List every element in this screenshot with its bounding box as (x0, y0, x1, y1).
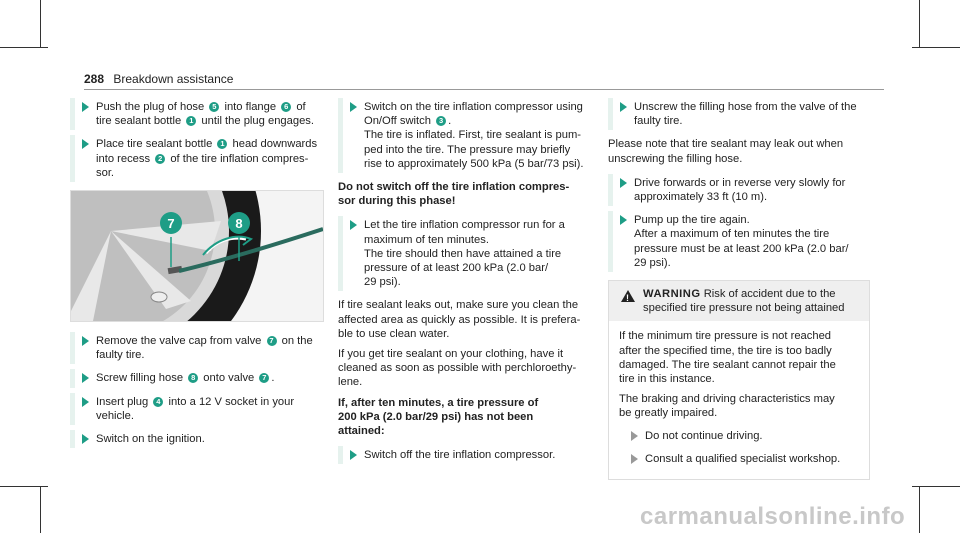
step-arrow-icon (82, 336, 89, 346)
section-title: Breakdown assistance (113, 72, 234, 86)
step-arrow-icon (620, 102, 627, 112)
callout-badge: 1 (186, 116, 196, 126)
step-arrow-icon (620, 215, 627, 225)
crop-mark (40, 486, 41, 533)
warning-body: If the minimum tire pressure is not reached after the specified time, the tire is too badly damaged. The tire sealant cannot repair the tire in this instance. The braking and driving characteristics may be greatly impaired. Do not continue driving. Consult a qualified specialist workshop. (609, 321, 869, 479)
tire-valve-illustration (70, 190, 324, 322)
warning-triangle-icon (621, 290, 635, 302)
callout-badge: 7 (267, 336, 277, 346)
warning-header: ! WARNING Risk of accident due to the specified tire pressure not being attained (609, 281, 869, 321)
warning-box (608, 280, 870, 480)
step-push-plug: Push the plug of hose 5 into flange 6 of tire sealant bottle 1 until the plug engages. (70, 100, 325, 128)
step-screw-hose: Screw filling hose 8 onto valve 7 . (70, 371, 325, 385)
step-ignition: Switch on the ignition. (70, 432, 325, 446)
step-arrow-icon (82, 373, 89, 383)
page-header (84, 72, 233, 86)
paragraph-clothing: If you get tire sealant on your clothing, have it cleaned as soon as possible with perchloroethy- lene. (338, 348, 577, 389)
step-switch-off-compressor: Switch off the tire inflation compressor. (338, 448, 596, 462)
callout-badge: 1 (217, 139, 227, 149)
step-arrow-icon (82, 397, 89, 407)
crop-mark (0, 486, 48, 487)
column-right (608, 100, 870, 480)
step-arrow-icon (350, 102, 357, 112)
step-drive: Drive forwards or in reverse very slowly for approximately 33 ft (10 m). (608, 176, 870, 204)
step-arrow-icon (82, 102, 89, 112)
page-number: 288 (84, 72, 105, 86)
figure-label-7: 7 (167, 216, 175, 232)
condition-heading: If, after ten minutes, a tire pressure of 200 kPa (2.0 bar/29 psi) has not been attained: (338, 396, 539, 438)
column-left (70, 100, 325, 455)
step-remove-cap: Remove the valve cap from valve 7 on the faulty tire. (70, 334, 325, 362)
crop-mark (40, 0, 41, 48)
warning-label: WARNING (643, 288, 701, 301)
column-middle (338, 100, 596, 471)
step-arrow-icon (350, 450, 357, 460)
step-switch-on-compressor: Switch on the tire inflation compressor using On/Off switch 3 . The tire is inflated. First, tire sealant is pum- ped into the tire. The pressure may briefly rise to approximately 500 kPa (5 bar/73 psi). (338, 100, 596, 171)
step-arrow-icon (350, 220, 357, 230)
paragraph-note: Please note that tire sealant may leak out when unscrewing the filling hose. (608, 138, 844, 165)
step-place-bottle: Place tire sealant bottle 1 head downwards into recess 2 of the tire inflation compres- sor. (70, 137, 325, 180)
paragraph-leak: If tire sealant leaks out, make sure you clean the affected area as quickly as possible. It is prefera- ble to use clean water. (338, 299, 581, 340)
crop-mark (0, 47, 48, 48)
step-consult-workshop: Consult a qualified specialist workshop. (619, 452, 859, 466)
callout-badge: 3 (436, 116, 446, 126)
crop-mark (912, 47, 960, 48)
watermark: carmanualsonline.info (640, 503, 906, 530)
crop-mark (919, 486, 920, 533)
figure-label-8: 8 (235, 216, 243, 232)
callout-badge: 6 (281, 102, 291, 112)
callout-badge: 4 (153, 397, 163, 407)
crop-mark (912, 486, 960, 487)
step-arrow-icon (82, 434, 89, 444)
step-pump-again: Pump up the tire again. After a maximum of ten minutes the tire pressure must be at least 200 kPa (2.0 bar/ 29 psi). (608, 213, 870, 270)
step-do-not-drive: Do not continue driving. (619, 429, 859, 443)
step-arrow-icon (631, 431, 638, 441)
step-arrow-icon (82, 139, 89, 149)
callout-badge: 2 (155, 154, 165, 164)
caution-heading: Do not switch off the tire inflation compres- sor during this phase! (338, 181, 570, 208)
step-arrow-icon (631, 454, 638, 464)
callout-badge: 7 (259, 373, 269, 383)
tire-illustration (71, 191, 323, 321)
callout-badge: 5 (209, 102, 219, 112)
callout-badge: 8 (188, 373, 198, 383)
step-unscrew-hose: Unscrew the filling hose from the valve of the faulty tire. (608, 100, 870, 128)
crop-mark (919, 0, 920, 48)
step-run-compressor: Let the tire inflation compressor run for a maximum of ten minutes. The tire should then have attained a tire pressure of at least 200 kPa (2.0 bar/ 29 psi). (338, 218, 596, 289)
step-arrow-icon (620, 178, 627, 188)
step-insert-plug: Insert plug 4 into a 12 V socket in your vehicle. (70, 395, 325, 423)
header-rule (84, 89, 884, 90)
